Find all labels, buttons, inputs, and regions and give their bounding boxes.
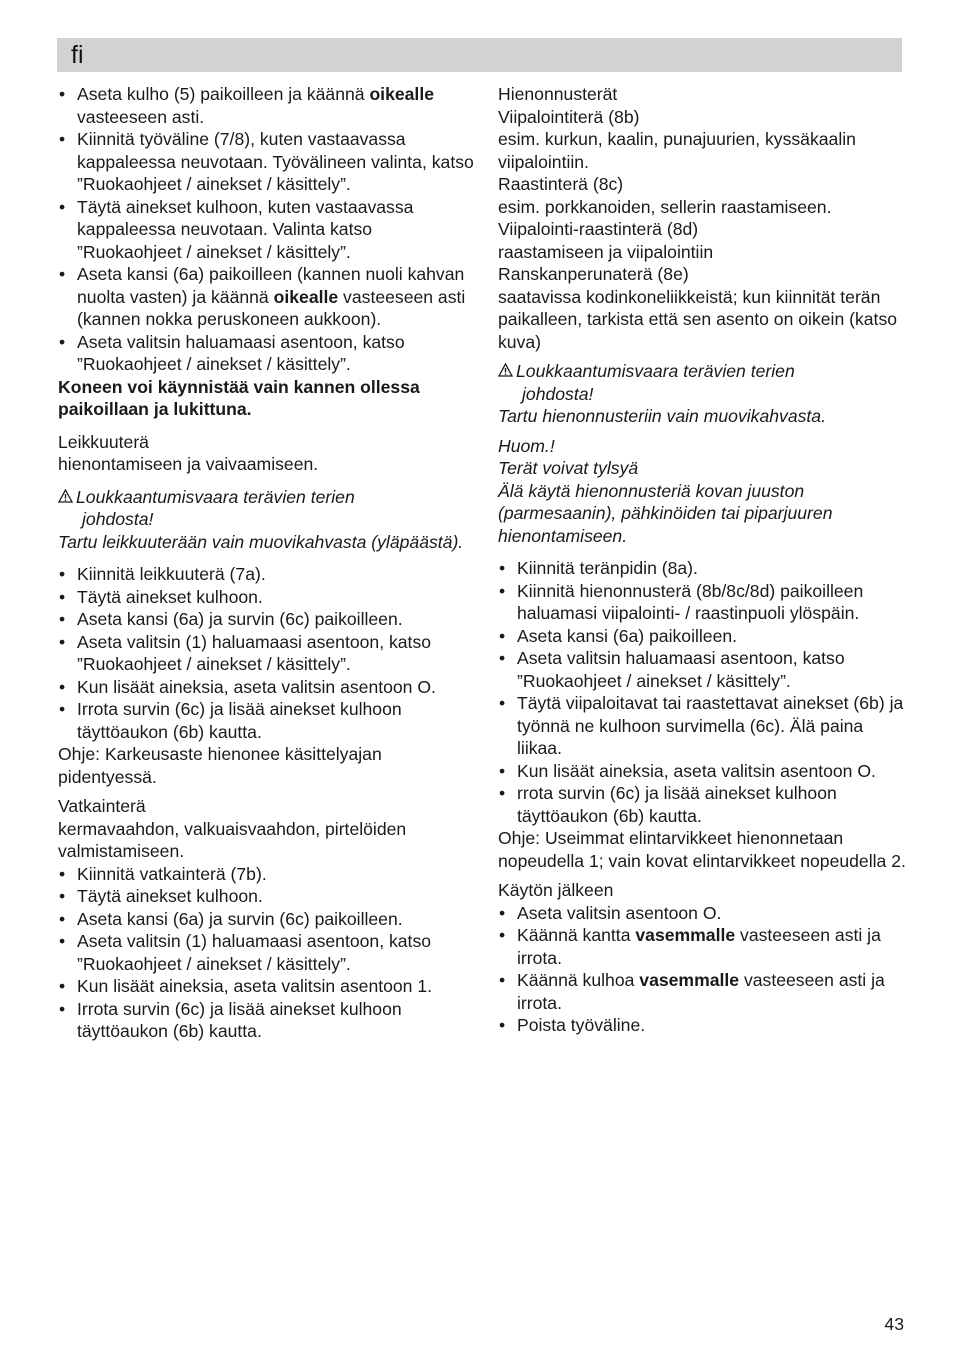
rich-text	[77, 84, 434, 127]
intro-step	[58, 128, 480, 196]
after-use-steps-list	[498, 902, 908, 1037]
rich-text	[77, 332, 405, 375]
blade-line: Raastinterä (8c)	[498, 174, 624, 194]
rich-text	[77, 129, 474, 194]
blade-line: Viipalointiterä (8b)	[498, 106, 640, 127]
blade-line: Viipalointi-raastinterä (8d)	[498, 219, 699, 239]
list-item: • Kun lisäät aineksia, aseta valitsin asentoon 1.	[58, 975, 480, 998]
list-item: • Aseta valitsin haluamaasi asentoon, katso ”Ruokaohjeet / ainekset / käsittely”.	[498, 647, 908, 692]
left-column	[58, 83, 480, 1043]
list-item: • Täytä viipaloitavat tai raastettavat ainekset (6b) ja työnnä ne kulhoon survimella (6c). Älä paina liikaa.	[498, 692, 908, 760]
start-condition-note: Koneen voi käynnistää vain kannen ollessa paikoillaan ja lukittuna.	[58, 376, 420, 419]
section-title-vatkainterä: Vatkainterä	[58, 796, 146, 816]
text-run: vasteeseen asti ja irrota.	[517, 925, 881, 968]
rich-text	[77, 197, 413, 262]
section-title-kayton-jalkeen: Käytön jälkeen	[498, 880, 614, 900]
page-number: 43	[884, 1314, 904, 1334]
tip-text: Ohje: Karkeusaste hienonee käsittelyajan pidentyessä.	[58, 744, 382, 787]
blade-line: Ranskanperunaterä (8e)	[498, 264, 689, 284]
list-item: • Täytä ainekset kulhoon.	[58, 586, 480, 609]
blade-line: esim. porkkanoiden, sellerin raastamiseen.	[498, 196, 832, 217]
leikkuutera-steps-list	[58, 563, 480, 743]
section-title-hienonnusterat: Hienonnusterät	[498, 84, 618, 104]
list-item	[498, 1014, 908, 1037]
note-title: Terät voivat tylsyä	[498, 458, 639, 478]
emphasis-text: oikealle	[273, 286, 339, 307]
text-run: Aseta valitsin haluamaasi asentoon, katso ”Ruokaohjeet / ainekset / käsittely”.	[77, 331, 405, 374]
blade-line: saatavissa kodinkoneliikkeistä; kun kiinnität terän paikalleen, tarkista että sen asento on oikein (katso kuva)	[498, 286, 898, 352]
text-run: Aseta kulho (5) paikoilleen ja käännä	[77, 84, 370, 104]
intro-step	[58, 331, 480, 376]
list-item	[498, 969, 908, 1014]
text-run: Kiinnitä työväline (7/8), kuten vastaavassa kappaleessa neuvotaan. Työvälineen valinta, katso ”Ruokaohjeet / ainekset / käsittely”.	[77, 129, 474, 194]
list-item: • Aseta valitsin (1) haluamaasi asentoon, katso ”Ruokaohjeet / ainekset / käsittely”.	[58, 930, 480, 975]
text-run: vasteeseen asti.	[77, 106, 205, 127]
text-run: vasteeseen asti ja irrota.	[517, 970, 885, 1013]
list-item	[498, 924, 908, 969]
text-run: Täytä ainekset kulhoon, kuten vastaavassa kappaleessa neuvotaan. Valinta katso ”Ruokaohjeet / ainekset / käsittely”.	[77, 196, 414, 262]
language-header-bar	[57, 38, 902, 72]
warning-text: Tartu leikkuuterään vain muovikahvasta (yläpäästä).	[58, 531, 464, 552]
rich-text	[517, 970, 885, 1013]
language-code: fi	[71, 41, 84, 69]
note-label: Huom.!	[498, 435, 555, 456]
list-item: • Kun lisäät aineksia, aseta valitsin asentoon O.	[498, 760, 908, 783]
warning-heading: Loukkaantumisvaara terävien terien	[498, 360, 908, 383]
tip-text: Ohje: Useimmat elintarvikkeet hienonnetaan nopeudella 1; vain kovat elintarvikkeet nopeudella 2.	[498, 828, 906, 871]
section-desc-leikkuutera: hienontamiseen ja vaivaamiseen.	[58, 454, 319, 474]
blade-line: raastamiseen ja viipalointiin	[498, 241, 714, 262]
intro-step	[58, 196, 480, 264]
list-item: • rrota survin (6c) ja lisää ainekset kulhoon täyttöaukon (6b) kautta.	[498, 782, 908, 827]
text-run: Aseta valitsin asentoon O.	[517, 902, 722, 923]
list-item	[498, 902, 908, 925]
emphasis-text: vasemmalle	[639, 970, 740, 990]
intro-steps-list	[58, 83, 480, 376]
blade-line: esim. kurkun, kaalin, punajuurien, kyssäkaalin viipalointiin.	[498, 129, 856, 172]
list-item: • Kun lisäät aineksia, aseta valitsin asentoon O.	[58, 676, 480, 699]
list-item: • Irrota survin (6c) ja lisää ainekset kulhoon täyttöaukon (6b) kautta.	[58, 698, 480, 743]
warning-text: Tartu hienonnusteriin vain muovikahvasta.	[498, 406, 826, 426]
right-column	[498, 83, 908, 1037]
list-item: • Aseta kansi (6a) ja survin (6c) paikoilleen.	[58, 608, 480, 631]
emphasis-text: oikealle	[369, 84, 434, 104]
list-item: • Kiinnitä vatkainterä (7b).	[58, 863, 480, 886]
text-run: Käännä kulhoa	[517, 970, 640, 990]
list-item: • Aseta kansi (6a) ja survin (6c) paikoilleen.	[58, 908, 480, 931]
rich-text	[77, 264, 465, 329]
list-item: • Kiinnitä teränpidin (8a).	[498, 557, 908, 580]
warning-triangle-icon	[498, 360, 516, 383]
warning-triangle-icon	[58, 486, 76, 509]
text-run: vasteeseen asti (kannen nokka peruskoneen aukkoon).	[77, 286, 466, 329]
list-item: • Kiinnitä hienonnusterä (8b/8c/8d) paikoilleen haluamasi viipalointi- / raastinpuoli ylöspäin.	[498, 580, 908, 625]
vatkainterä-steps-list	[58, 863, 480, 1043]
warning-heading: Loukkaantumisvaara terävien terien	[58, 486, 480, 509]
warning-heading-cont: johdosta!	[522, 383, 594, 404]
rich-text	[517, 1015, 645, 1035]
note-text: Älä käytä hienonnusteriä kovan juuston (parmesaanin), pähkinöiden tai piparjuuren hienontamiseen.	[498, 480, 833, 546]
list-item: • Aseta kansi (6a) paikoilleen.	[498, 625, 908, 648]
list-item: • Irrota survin (6c) ja lisää ainekset kulhoon täyttöaukon (6b) kautta.	[58, 998, 480, 1043]
text-run: Poista työväline.	[517, 1015, 646, 1035]
text-run: Käännä kantta	[517, 925, 636, 945]
section-desc-vatkainterä: kermavaahdon, valkuaisvaahdon, pirtelöiden valmistamiseen.	[58, 818, 407, 861]
text-run: Aseta kansi (6a) paikoilleen (kannen nuoli kahvan nuolta vasten) ja käännä	[77, 264, 465, 307]
list-item: • Kiinnitä leikkuuterä (7a).	[58, 563, 480, 586]
intro-step	[58, 263, 480, 331]
warning-heading-cont: johdosta!	[82, 509, 154, 529]
rich-text	[517, 903, 721, 923]
intro-step	[58, 83, 480, 128]
emphasis-text: vasemmalle	[635, 925, 736, 945]
rich-text	[517, 925, 881, 968]
list-item: • Täytä ainekset kulhoon.	[58, 885, 480, 908]
list-item: • Aseta valitsin (1) haluamaasi asentoon, katso ”Ruokaohjeet / ainekset / käsittely”.	[58, 631, 480, 676]
hienonnusterat-steps-list	[498, 557, 908, 827]
section-title-leikkuutera: Leikkuuterä	[58, 431, 149, 452]
